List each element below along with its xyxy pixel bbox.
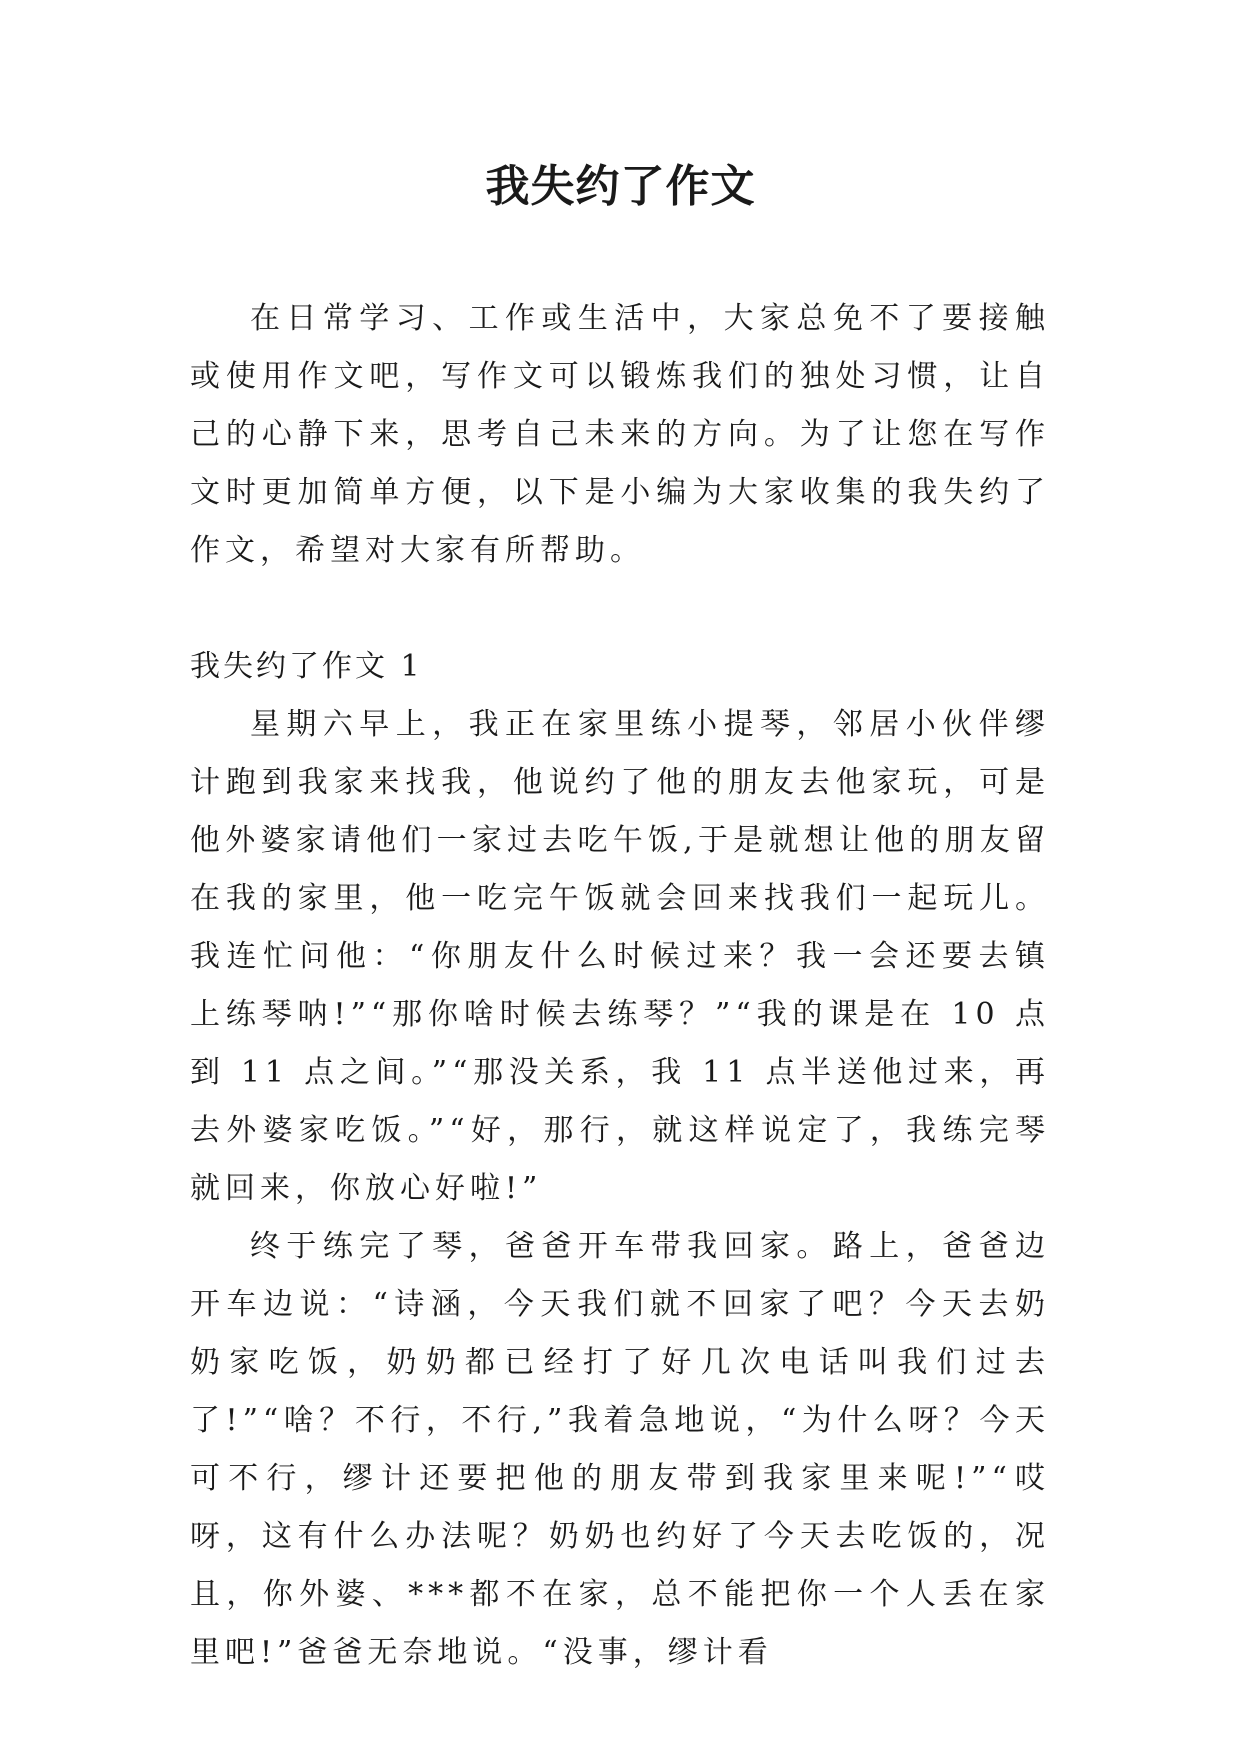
body-paragraph-1: 星期六早上，我正在家里练小提琴，邻居小伙伴缪计跑到我家来找我，他说约了他的朋友去他家玩，可是他外婆家请他们一家过去吃午饭,于是就想让他的朋友留在我的家里，他一吃完午饭就会回来找我们一起玩儿。我连忙问他：“你朋友什么时候过来？我一会还要去镇上练琴呐!”“那你啥时候去练琴？”“我的课是在 10 点到 11 点之间。”“那没关系，我 11 点半送他过来，再去外婆家吃饭。”“好，那行，就这样说定了，我练完琴就回来，你放心好啦!” bbox=[190, 707, 1050, 1206]
section-heading: 我失约了作文 1 bbox=[190, 649, 423, 684]
document-body bbox=[190, 290, 1050, 1682]
body-paragraph-2: 终于练完了琴，爸爸开车带我回家。路上，爸爸边开车边说：“诗涵，今天我们就不回家了吧？今天去奶奶家吃饭，奶奶都已经打了好几次电话叫我们过去了!”“啥？不行，不行,”我着急地说，“为什么呀？今天可不行，缪计还要把他的朋友带到我家里来呢!”“哎呀，这有什么办法呢？奶奶也约好了今天去吃饭的，况且，你外婆、***都不在家，总不能把你一个人丢在家里吧!”爸爸无奈地说。“没事，缪计看 bbox=[190, 1229, 1050, 1670]
document-title: 我失约了作文 bbox=[485, 161, 756, 212]
intro-paragraph: 在日常学习、工作或生活中，大家总免不了要接触或使用作文吧，写作文可以锻炼我们的独处习惯，让自己的心静下来，思考自己未来的方向。为了让您在写作文时更加简单方便，以下是小编为大家收集的我失约了作文，希望对大家有所帮助。 bbox=[190, 301, 1050, 568]
